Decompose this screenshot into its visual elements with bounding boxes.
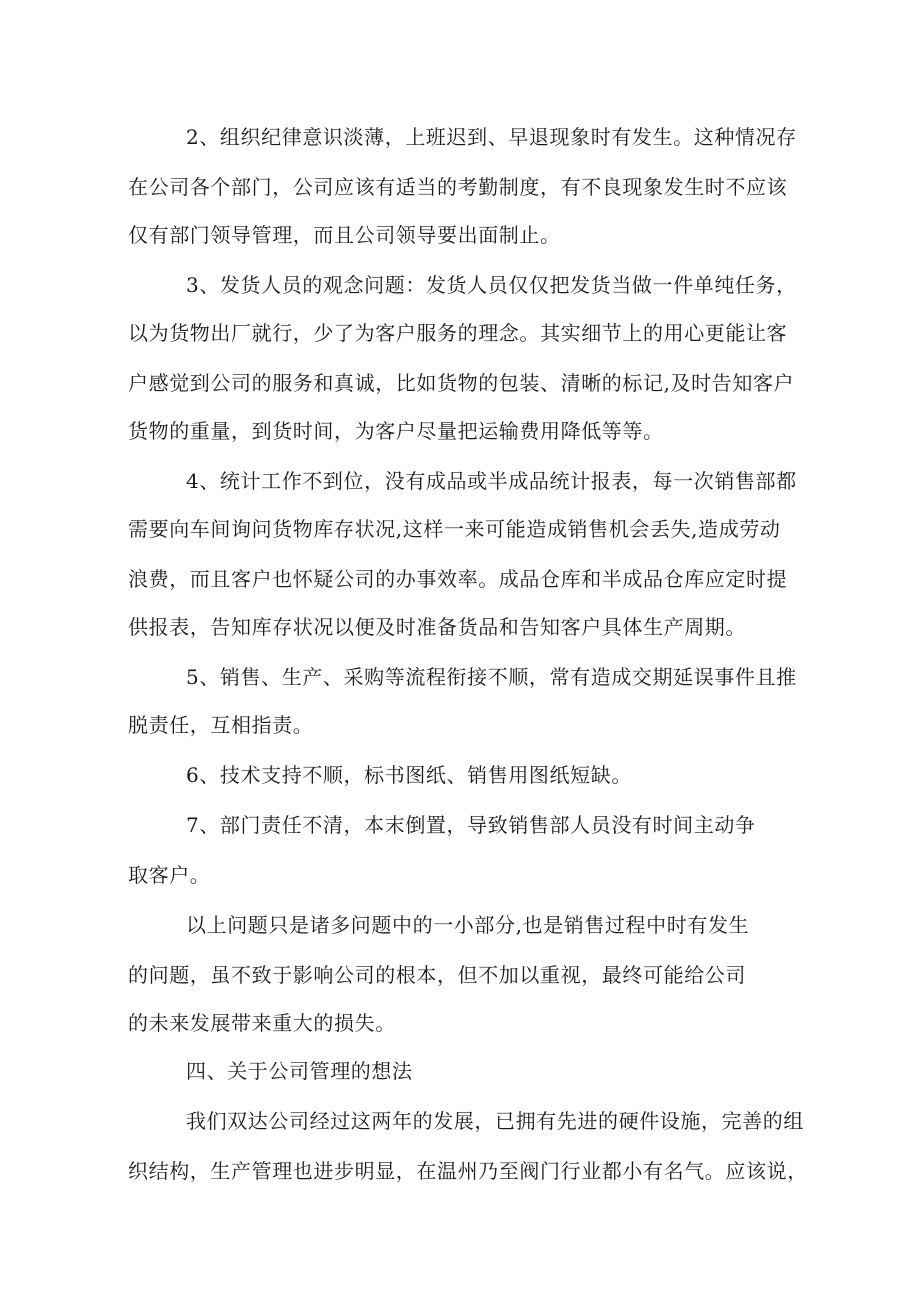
- text-line: 6、技术支持不顺，标书图纸、销售用图纸短缺。: [186, 763, 632, 787]
- text-line: 我们双达公司经过这两年的发展，已拥有先进的硬件设施，完善的组: [186, 1109, 804, 1133]
- text-line: 供报表，告知库存状况以便及时准备货品和告知客户具体生产周期。: [128, 615, 746, 639]
- text-line: 取客户。: [128, 863, 211, 887]
- text-line: 仅有部门领导管理，而且公司领导要出面制止。: [128, 223, 561, 247]
- text-line: 以上问题只是诸多问题中的一小部分,也是销售过程中时有发生: [186, 913, 750, 937]
- text-line: 在公司各个部门，公司应该有适当的考勤制度，有不良现象发生时不应该: [128, 175, 788, 199]
- text-line: 2、组织纪律意识淡薄，上班迟到、早退现象时有发生。这种情况存: [186, 125, 797, 149]
- text-line: 的问题，虽不致于影响公司的根本，但不加以重视，最终可能给公司: [128, 963, 746, 987]
- text-line: 户感觉到公司的服务和真诚，比如货物的包装、清晰的标记,及时告知客户: [128, 371, 795, 395]
- text-line: 以为货物出厂就行，少了为客户服务的理念。其实细节上的用心更能让客: [128, 321, 788, 345]
- text-line: 需要向车间询问货物库存状况,这样一来可能造成销售机会丢失,造成劳动: [128, 517, 781, 541]
- text-line: 织结构，生产管理也进步明显，在温州乃至阀门行业都小有名气。应该说，: [128, 1159, 808, 1183]
- text-line: 的未来发展带来重大的损失。: [128, 1011, 396, 1035]
- text-line: 3、发货人员的观念问题：发货人员仅仅把发货当做一件单纯任务，: [186, 273, 797, 297]
- text-line: 5、销售、生产、采购等流程衔接不顺，常有造成交期延误事件且推: [186, 665, 797, 689]
- section-heading: 四、关于公司管理的想法: [186, 1059, 413, 1083]
- text-line: 脱责任，互相指责。: [128, 713, 314, 737]
- text-line: 7、部门责任不清，本末倒置，导致销售部人员没有时间主动争: [186, 813, 756, 837]
- text-line: 浪费，而且客户也怀疑公司的办事效率。成品仓库和半成品仓库应定时提: [128, 567, 788, 591]
- text-line: 货物的重量，到货时间，为客户尽量把运输费用降低等等。: [128, 419, 664, 443]
- text-line: 4、统计工作不到位，没有成品或半成品统计报表，每一次销售部都: [186, 469, 797, 493]
